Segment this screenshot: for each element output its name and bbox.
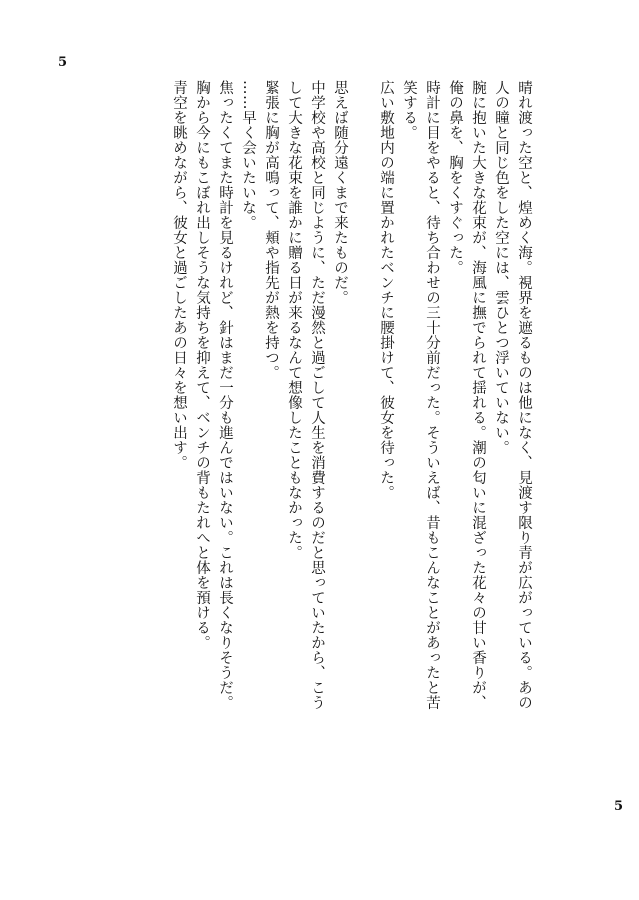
text-line: 緊張に胸が高鳴って、頬や指先が熱を持つ。 bbox=[263, 80, 279, 380]
text-line: 笑する。 bbox=[401, 80, 417, 140]
text-line: 中学校や高校と同じように、ただ漫然と過ごして人生を消費するのだと思っていたから、こう bbox=[309, 80, 325, 710]
text-line: 胸から今にもこぼれ出しそうな気持ちを抑えて、ベンチの背もたれへと体を預ける。 bbox=[194, 80, 210, 650]
body-text bbox=[167, 80, 535, 816]
text-line: 晴れ渡った空と、煌めく海。視界を遮るものは他になく、見渡す限り青が広がっている。あの bbox=[516, 80, 532, 710]
page-number-top: 5 bbox=[58, 55, 68, 70]
text-line: 時計に目をやると、待ち合わせの三十分前だった。そういえば、昔もこんなことがあったと苦 bbox=[424, 80, 440, 710]
text-line: 広い敷地内の端に置かれたベンチに腰掛けて、彼女を待った。 bbox=[378, 80, 394, 500]
text-line: して大きな花束を誰かに贈る日が来るなんて想像したこともなかった。 bbox=[286, 80, 302, 560]
text-line: ……早く会いたいな。 bbox=[240, 80, 256, 230]
text-line: 焦ったくてまた時計を見るけれど、針はまだ一分も進んではいない。これは長くなりそうだ。 bbox=[217, 80, 233, 710]
text-line: 青空を眺めながら、彼女と過ごしたあの日々を想い出す。 bbox=[171, 80, 187, 470]
text-line: 俺の鼻を、胸をくすぐった。 bbox=[447, 80, 463, 275]
text-line: 思えば随分遠くまで来たものだ。 bbox=[332, 80, 348, 305]
text-line: 人の瞳と同じ色をした空には、雲ひとつ浮いていない。 bbox=[493, 80, 509, 455]
text-line: 腕に抱いた大きな花束が、海風に撫でられて揺れる。潮の匂いに混ざった花々の甘い香りが、 bbox=[470, 80, 486, 710]
page-number-bottom: 5 bbox=[614, 799, 624, 814]
